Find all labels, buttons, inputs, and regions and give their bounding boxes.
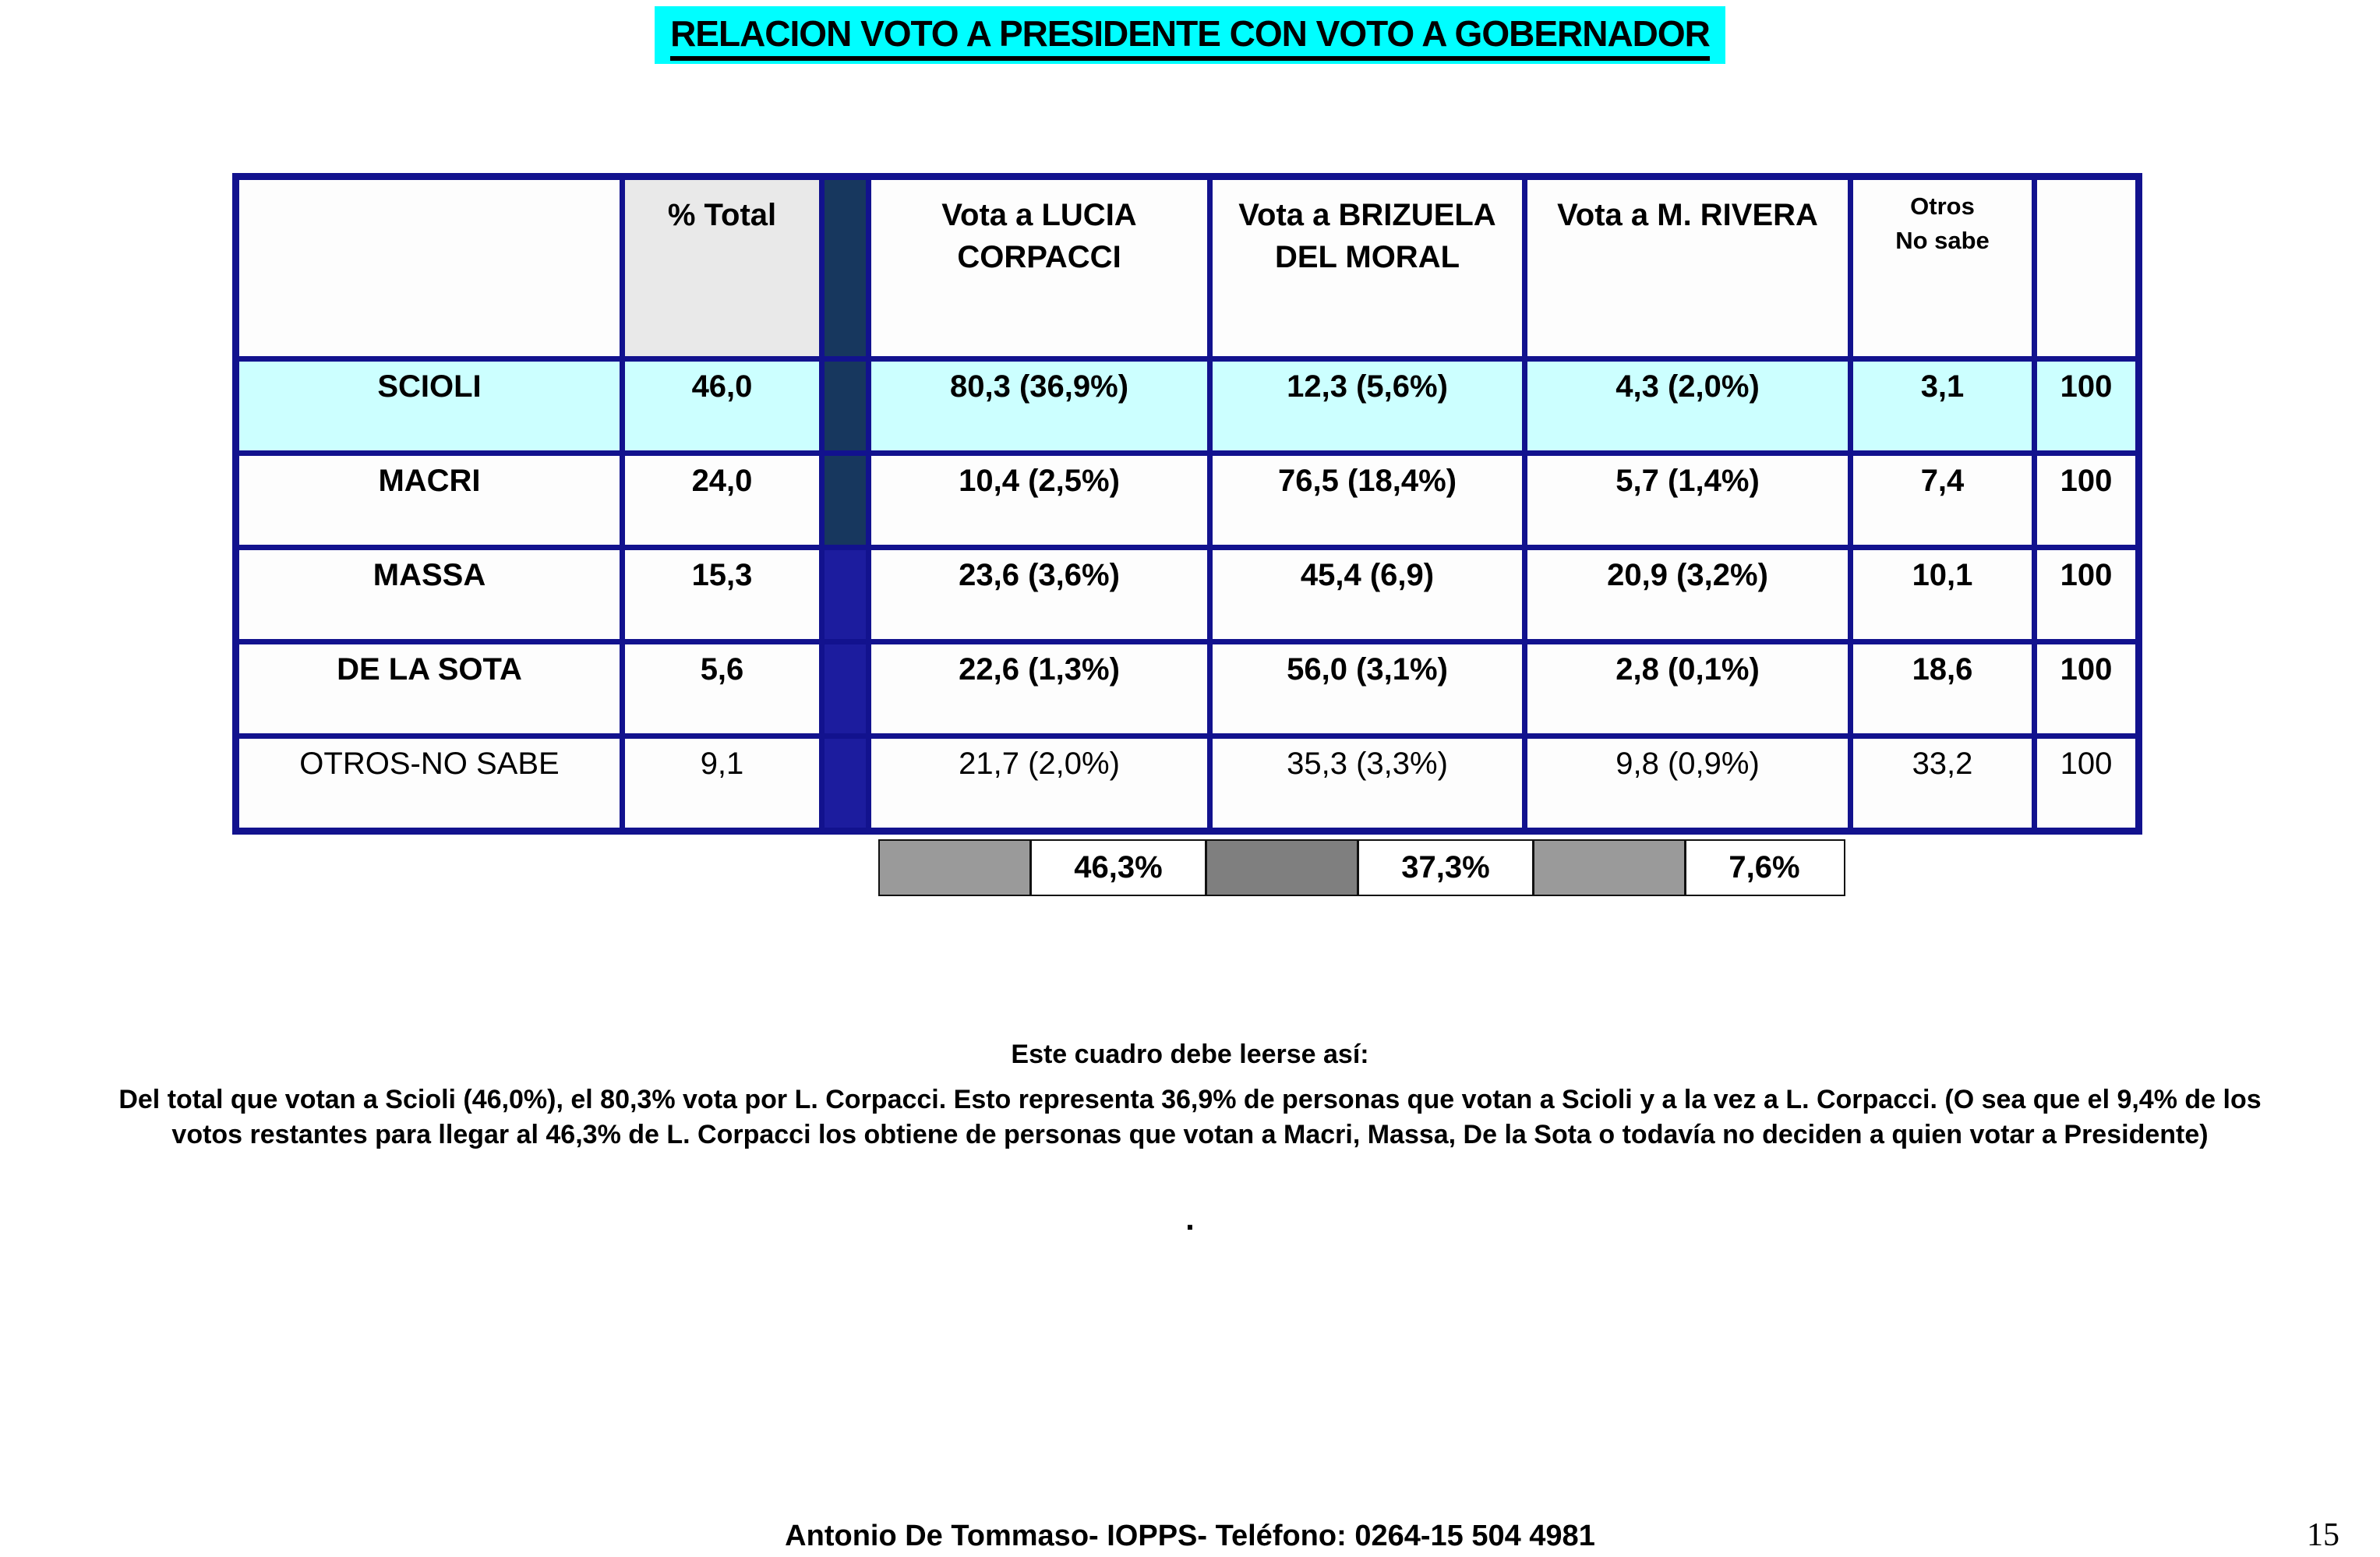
cell-corpacci: 23,6 (3,6%) [869,548,1210,642]
cell-sum: 100 [2035,548,2139,642]
explanation-line2: votos restantes para llegar al 46,3% de L. Corpacci los obtiene de personas que votan a Macri, Massa, De la Sota o todavía no deciden a quien votar a Presidente) [171,1120,2209,1149]
row-label: MACRI [236,454,623,548]
cell-brizuela: 45,4 (6,9) [1210,548,1525,642]
separator-column [822,642,869,736]
vote-table-wrapper [232,173,2142,835]
header-otros-line1: Otros [1910,192,1975,220]
governor-totals-bar [878,839,1845,896]
cell-corpacci: 80,3 (36,9%) [869,359,1210,454]
row-label: DE LA SOTA [236,642,623,736]
explanation-line1: Del total que votan a Scioli (46,0%), el 80,3% vota por L. Corpacci. Esto representa 36,9% de personas que votan a Scioli y a la vez a L. Corpacci. (O sea que el 9,4% de los [118,1085,2262,1114]
page-number: 15 [2307,1517,2339,1553]
cell-brizuela: 56,0 (3,1%) [1210,642,1525,736]
separator-column [822,454,869,548]
table-header-row [236,177,2139,359]
cell-sum: 100 [2035,736,2139,831]
rivera-total: 7,6% [1686,841,1842,895]
cell-rivera: 20,9 (3,2%) [1525,548,1851,642]
table-row-otros-no-sabe [236,736,2139,831]
header-otros-line2: No sabe [1895,227,1990,254]
cell-rivera: 4,3 (2,0%) [1525,359,1851,454]
cell-sum: 100 [2035,454,2139,548]
cell-otros: 7,4 [1851,454,2035,548]
cell-total: 46,0 [623,359,822,454]
cell-rivera: 9,8 (0,9%) [1525,736,1851,831]
cell-sum: 100 [2035,642,2139,736]
brizuela-total: 37,3% [1359,841,1534,895]
vote-table [232,173,2142,835]
table-row-delasota [236,642,2139,736]
title-band [0,6,2380,64]
cell-otros: 33,2 [1851,736,2035,831]
separator-column [822,548,869,642]
explanation-heading: Este cuadro debe leerse así: [1011,1040,1369,1069]
header-empty-cell [236,177,623,359]
cell-otros: 3,1 [1851,359,2035,454]
cell-otros: 18,6 [1851,642,2035,736]
cell-otros: 10,1 [1851,548,2035,642]
cell-total: 24,0 [623,454,822,548]
footer-contact: Antonio De Tommaso- IOPPS- Teléfono: 0264-15 504 4981 [785,1520,1595,1552]
separator-column [822,359,869,454]
header-rivera: Vota a M. RIVERA [1525,177,1851,359]
header-sum [2035,177,2139,359]
row-label: MASSA [236,548,623,642]
page-title: RELACION VOTO A PRESIDENTE CON VOTO A GOBERNADOR [670,13,1710,61]
gray-block [1207,841,1359,895]
header-brizuela: Vota a BRIZUELA DEL MORAL [1210,177,1525,359]
cell-rivera: 5,7 (1,4%) [1525,454,1851,548]
row-label: OTROS-NO SABE [236,736,623,831]
explanation-block [0,1040,2380,1153]
separator-column [822,177,869,359]
table-row-scioli [236,359,2139,454]
cell-total: 9,1 [623,736,822,831]
cell-total: 15,3 [623,548,822,642]
cell-brizuela: 35,3 (3,3%) [1210,736,1525,831]
gray-block [880,841,1032,895]
separator-column [822,736,869,831]
cell-rivera: 2,8 (0,1%) [1525,642,1851,736]
cell-total: 5,6 [623,642,822,736]
cell-brizuela: 12,3 (5,6%) [1210,359,1525,454]
stray-period: . [1185,1200,1195,1237]
table-row-massa [236,548,2139,642]
header-corpacci: Vota a LUCIA CORPACCI [869,177,1210,359]
cell-corpacci: 10,4 (2,5%) [869,454,1210,548]
cell-corpacci: 21,7 (2,0%) [869,736,1210,831]
cell-sum: 100 [2035,359,2139,454]
header-otros [1851,177,2035,359]
title-highlight [655,6,1725,64]
gray-block [1534,841,1686,895]
header-total: % Total [623,177,822,359]
cell-brizuela: 76,5 (18,4%) [1210,454,1525,548]
row-label: SCIOLI [236,359,623,454]
corpacci-total: 46,3% [1032,841,1207,895]
table-row-macri [236,454,2139,548]
cell-corpacci: 22,6 (1,3%) [869,642,1210,736]
